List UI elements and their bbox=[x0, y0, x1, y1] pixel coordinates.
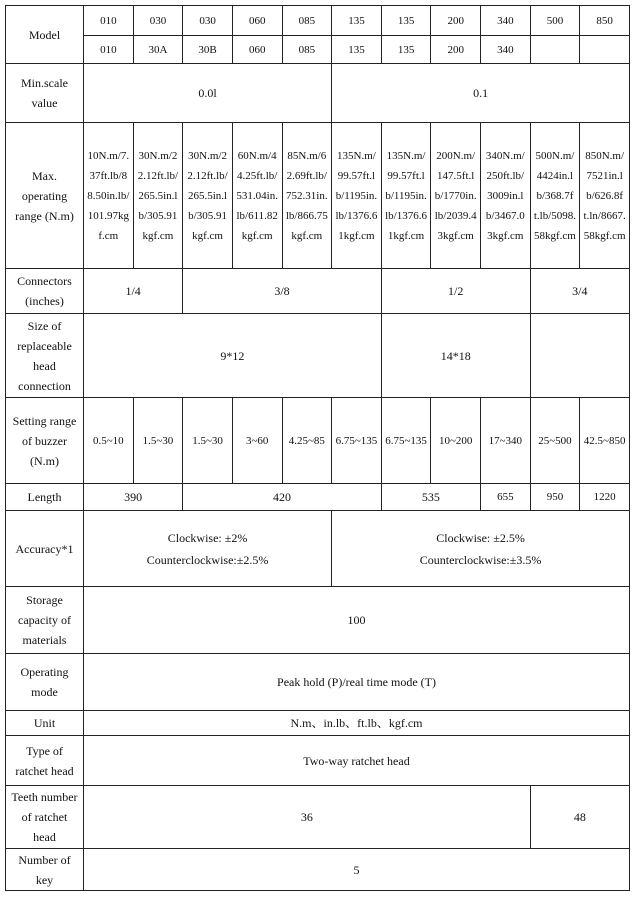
spec-value: 0.1 bbox=[332, 64, 630, 123]
accuracy-value bbox=[84, 511, 332, 587]
model-code: 135 bbox=[381, 6, 431, 36]
spec-value: 3~60 bbox=[232, 398, 282, 484]
spec-value: 420 bbox=[183, 484, 382, 511]
spec-label: Connectors (inches) bbox=[6, 269, 84, 314]
spec-value bbox=[530, 314, 629, 398]
model-code: 060 bbox=[232, 6, 282, 36]
model-variant: 135 bbox=[332, 36, 382, 64]
model-variant: 340 bbox=[481, 36, 531, 64]
spec-value: 950 bbox=[530, 484, 580, 511]
spec-value: 42.5~850 bbox=[580, 398, 630, 484]
model-row bbox=[6, 6, 630, 36]
clockwise-accuracy: Clockwise: ±2.5% bbox=[436, 530, 525, 545]
spec-value: 390 bbox=[84, 484, 183, 511]
spec-value: 850N.m/7521in.lb/626.8ft.ln/8667.58kgf.cm bbox=[580, 123, 630, 269]
spec-label: Size of replaceable head connection bbox=[6, 314, 84, 398]
spec-value: 3/8 bbox=[183, 269, 382, 314]
model-variant: 135 bbox=[381, 36, 431, 64]
model-code: 135 bbox=[332, 6, 382, 36]
model-label: Model bbox=[6, 6, 84, 64]
spec-value: 1.5~30 bbox=[183, 398, 233, 484]
spec-value: 9*12 bbox=[84, 314, 382, 398]
spec-value: 0.0l bbox=[84, 64, 332, 123]
spec-value: 4.25~85 bbox=[282, 398, 332, 484]
spec-label: Accuracy*1 bbox=[6, 511, 84, 587]
spec-row bbox=[6, 587, 630, 654]
model-variant-row bbox=[6, 36, 630, 64]
spec-value: 30N.m/22.12ft.lb/265.5in.lb/305.91kgf.cm bbox=[183, 123, 233, 269]
spec-value: 6.75~135 bbox=[381, 398, 431, 484]
spec-label: Operating mode bbox=[6, 654, 84, 711]
spec-label: Type of ratchet head bbox=[6, 736, 84, 786]
model-code: 085 bbox=[282, 6, 332, 36]
spec-row bbox=[6, 484, 630, 511]
spec-row bbox=[6, 314, 630, 398]
spec-label: Max. operating range (N.m) bbox=[6, 123, 84, 269]
spec-value: 1/2 bbox=[381, 269, 530, 314]
model-variant bbox=[530, 36, 580, 64]
spec-value: 340N.m/250ft.lb/3009in.lb/3467.03kgf.cm bbox=[481, 123, 531, 269]
spec-label: Unit bbox=[6, 711, 84, 736]
spec-label: Number of key bbox=[6, 849, 84, 891]
spec-value: 60N.m/44.25ft.lb/531.04in.lb/611.82kgf.cm bbox=[232, 123, 282, 269]
spec-value: 135N.m/99.57ft.lb/1195in.lb/1376.61kgf.cm bbox=[381, 123, 431, 269]
spec-value: 48 bbox=[530, 786, 629, 849]
model-variant: 200 bbox=[431, 36, 481, 64]
spec-label: Teeth number of ratchet head bbox=[6, 786, 84, 849]
spec-value: 3/4 bbox=[530, 269, 629, 314]
spec-label: Storage capacity of materials bbox=[6, 587, 84, 654]
spec-row bbox=[6, 736, 630, 786]
spec-row bbox=[6, 398, 630, 484]
spec-value: 85N.m/62.69ft.lb/752.31in.lb/866.75kgf.cm bbox=[282, 123, 332, 269]
spec-row bbox=[6, 711, 630, 736]
spec-value: 200N.m/147.5ft.lb/1770in.lb/2039.43kgf.cm bbox=[431, 123, 481, 269]
spec-value: 25~500 bbox=[530, 398, 580, 484]
spec-value: 10N.m/7.37ft.lb/88.50in.lb/101.97kgf.cm bbox=[84, 123, 134, 269]
spec-value: Peak hold (P)/real time mode (T) bbox=[84, 654, 630, 711]
model-code: 340 bbox=[481, 6, 531, 36]
spec-row bbox=[6, 654, 630, 711]
model-variant: 060 bbox=[232, 36, 282, 64]
spec-value: N.m、in.lb、ft.lb、kgf.cm bbox=[84, 711, 630, 736]
model-code: 030 bbox=[133, 6, 183, 36]
spec-value: 17~340 bbox=[481, 398, 531, 484]
spec-label: Length bbox=[6, 484, 84, 511]
model-code: 850 bbox=[580, 6, 630, 36]
spec-value: 6.75~135 bbox=[332, 398, 382, 484]
spec-row bbox=[6, 269, 630, 314]
spec-value: 100 bbox=[84, 587, 630, 654]
specification-table bbox=[5, 5, 630, 891]
accuracy-value bbox=[332, 511, 630, 587]
model-code: 030 bbox=[183, 6, 233, 36]
model-variant: 085 bbox=[282, 36, 332, 64]
spec-row bbox=[6, 786, 630, 849]
spec-row bbox=[6, 511, 630, 587]
spec-value: 135N.m/99.57ft.lb/1195in.lb/1376.61kgf.cm bbox=[332, 123, 382, 269]
model-variant: 010 bbox=[84, 36, 134, 64]
model-code: 500 bbox=[530, 6, 580, 36]
spec-value: 0.5~10 bbox=[84, 398, 134, 484]
spec-row bbox=[6, 64, 630, 123]
counterclockwise-accuracy: Counterclockwise:±3.5% bbox=[419, 552, 542, 567]
spec-value: 14*18 bbox=[381, 314, 530, 398]
spec-label: Setting range of buzzer (N.m) bbox=[6, 398, 84, 484]
spec-value: 1220 bbox=[580, 484, 630, 511]
spec-value: 535 bbox=[381, 484, 480, 511]
spec-value: 655 bbox=[481, 484, 531, 511]
model-variant: 30A bbox=[133, 36, 183, 64]
spec-value: Two-way ratchet head bbox=[84, 736, 630, 786]
spec-value: 5 bbox=[84, 849, 630, 891]
clockwise-accuracy: Clockwise: ±2% bbox=[167, 530, 248, 545]
spec-row bbox=[6, 123, 630, 269]
spec-value: 1.5~30 bbox=[133, 398, 183, 484]
spec-value: 500N.m/4424in.lb/368.7ft.lb/5098.58kgf.cm bbox=[530, 123, 580, 269]
model-variant: 30B bbox=[183, 36, 233, 64]
spec-label: Min.scale value bbox=[6, 64, 84, 123]
model-code: 200 bbox=[431, 6, 481, 36]
spec-row bbox=[6, 849, 630, 891]
spec-value: 10~200 bbox=[431, 398, 481, 484]
counterclockwise-accuracy: Counterclockwise:±2.5% bbox=[146, 552, 269, 567]
spec-value: 1/4 bbox=[84, 269, 183, 314]
model-code: 010 bbox=[84, 6, 134, 36]
model-variant bbox=[580, 36, 630, 64]
spec-value: 36 bbox=[84, 786, 531, 849]
spec-value: 30N.m/22.12ft.lb/265.5in.lb/305.91kgf.cm bbox=[133, 123, 183, 269]
